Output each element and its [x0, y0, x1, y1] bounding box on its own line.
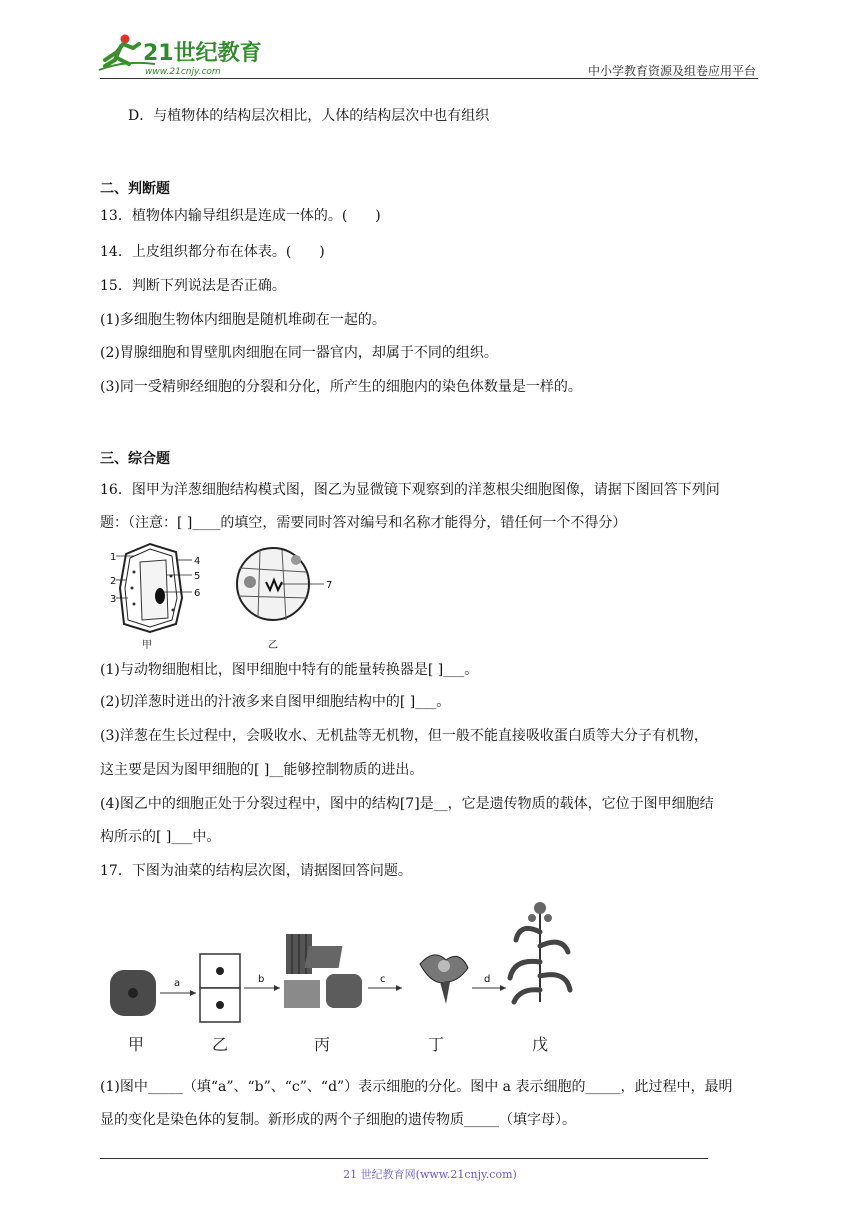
question-16-1: (1)与动物细胞相比，图甲细胞中特有的能量转换器是[ ]___。	[100, 662, 479, 678]
caption-yi-17: 乙	[212, 1035, 229, 1054]
header-divider	[100, 78, 758, 79]
caption-bing-17: 丙	[314, 1035, 331, 1054]
stage-flower-organ	[420, 955, 468, 1004]
caption-wu-17: 戊	[532, 1035, 549, 1054]
arrow-a: a	[174, 978, 181, 989]
label-1: 1	[110, 552, 117, 563]
question-17: 17．下图为油菜的结构层次图，请据图回答问题。	[100, 863, 412, 879]
figure-onion-cells	[110, 538, 350, 654]
stage-tissues	[284, 934, 362, 1008]
question-16-4-line1: (4)图乙中的细胞正处于分裂过程中，图中的结构[7]是__，它是遗传物质的载体，它位于图甲细胞结	[100, 796, 714, 812]
caption-jia-17: 甲	[128, 1035, 145, 1054]
platform-name: 中小学教育资源及组卷应用平台	[587, 64, 756, 78]
question-16-line2: 题：（注意：[ ]____的填空，需要同时答对编号和名称才能得分，错任何一个不得分）	[100, 515, 627, 531]
logo-text: 21世纪教育	[143, 41, 262, 66]
footer-divider	[100, 1158, 708, 1159]
stage-two-cells	[200, 954, 240, 1022]
question-16-3-line1: (3)洋葱在生长过程中，会吸收水、无机盐等无机物，但一般不能直接吸收蛋白质等大分子有机物，	[100, 728, 708, 744]
stage-plant	[510, 902, 570, 1002]
question-16-4-line2: 构所示的[ ]___中。	[100, 829, 221, 845]
caption-yi: 乙	[268, 640, 278, 651]
section-comprehensive: 三、综合题	[100, 451, 170, 467]
figure-rapeseed-levels	[100, 892, 580, 1062]
arrow-c: c	[380, 974, 386, 985]
site-logo	[95, 30, 265, 80]
cell-diagram-jia	[110, 544, 200, 651]
arrow-b: b	[258, 974, 265, 985]
option-d: D．与植物体的结构层次相比，人体的结构层次中也有组织	[128, 108, 490, 124]
stage-cell	[110, 970, 156, 1016]
label-3: 3	[110, 594, 117, 605]
question-17-1-line2: 显的变化是染色体的复制。新形成的两个子细胞的遗传物质_____（填字母）。	[100, 1112, 576, 1128]
question-14: 14．上皮组织都分布在体表。( )	[100, 244, 325, 260]
footer-link[interactable]: 21 世纪教育网(www.21cnjy.com)	[343, 1168, 517, 1181]
logo-url: www.21cnjy.com	[145, 67, 221, 77]
question-15-1: (1)多细胞生物体内细胞是随机堆砌在一起的。	[100, 312, 386, 328]
label-5: 5	[194, 571, 201, 582]
question-13: 13．植物体内输导组织是连成一体的。( )	[100, 208, 381, 224]
question-15-3: (3)同一受精卵经细胞的分裂和分化，所产生的细胞内的染色体数量是一样的。	[100, 379, 582, 395]
question-15: 15．判断下列说法是否正确。	[100, 278, 286, 294]
caption-ding-17: 丁	[428, 1035, 445, 1054]
question-16-line1: 16．图甲为洋葱细胞结构模式图，图乙为显微镜下观察到的洋葱根尖细胞图像，请据下图回答下列问	[100, 482, 720, 498]
label-7: 7	[326, 580, 333, 591]
label-2: 2	[110, 576, 117, 587]
label-4: 4	[194, 556, 201, 567]
question-16-3-line2: 这主要是因为图甲细胞的[ ]__能够控制物质的进出。	[100, 762, 424, 778]
caption-jia: 甲	[142, 640, 152, 651]
arrow-d: d	[484, 974, 491, 985]
micrograph-yi	[237, 548, 332, 651]
question-17-1-line1: (1)图中_____（填“a”、“b”、“c”、“d”）表示细胞的分化。图中 a 表示细胞的_____，此过程中，最明	[100, 1079, 733, 1095]
question-16-2: (2)切洋葱时迸出的汁液多来自图甲细胞结构中的[ ]___。	[100, 694, 451, 710]
label-6: 6	[194, 588, 201, 599]
question-15-2: (2)胃腺细胞和胃壁肌肉细胞在同一器官内，却属于不同的组织。	[100, 345, 498, 361]
section-judgement: 二、判断题	[100, 181, 170, 197]
